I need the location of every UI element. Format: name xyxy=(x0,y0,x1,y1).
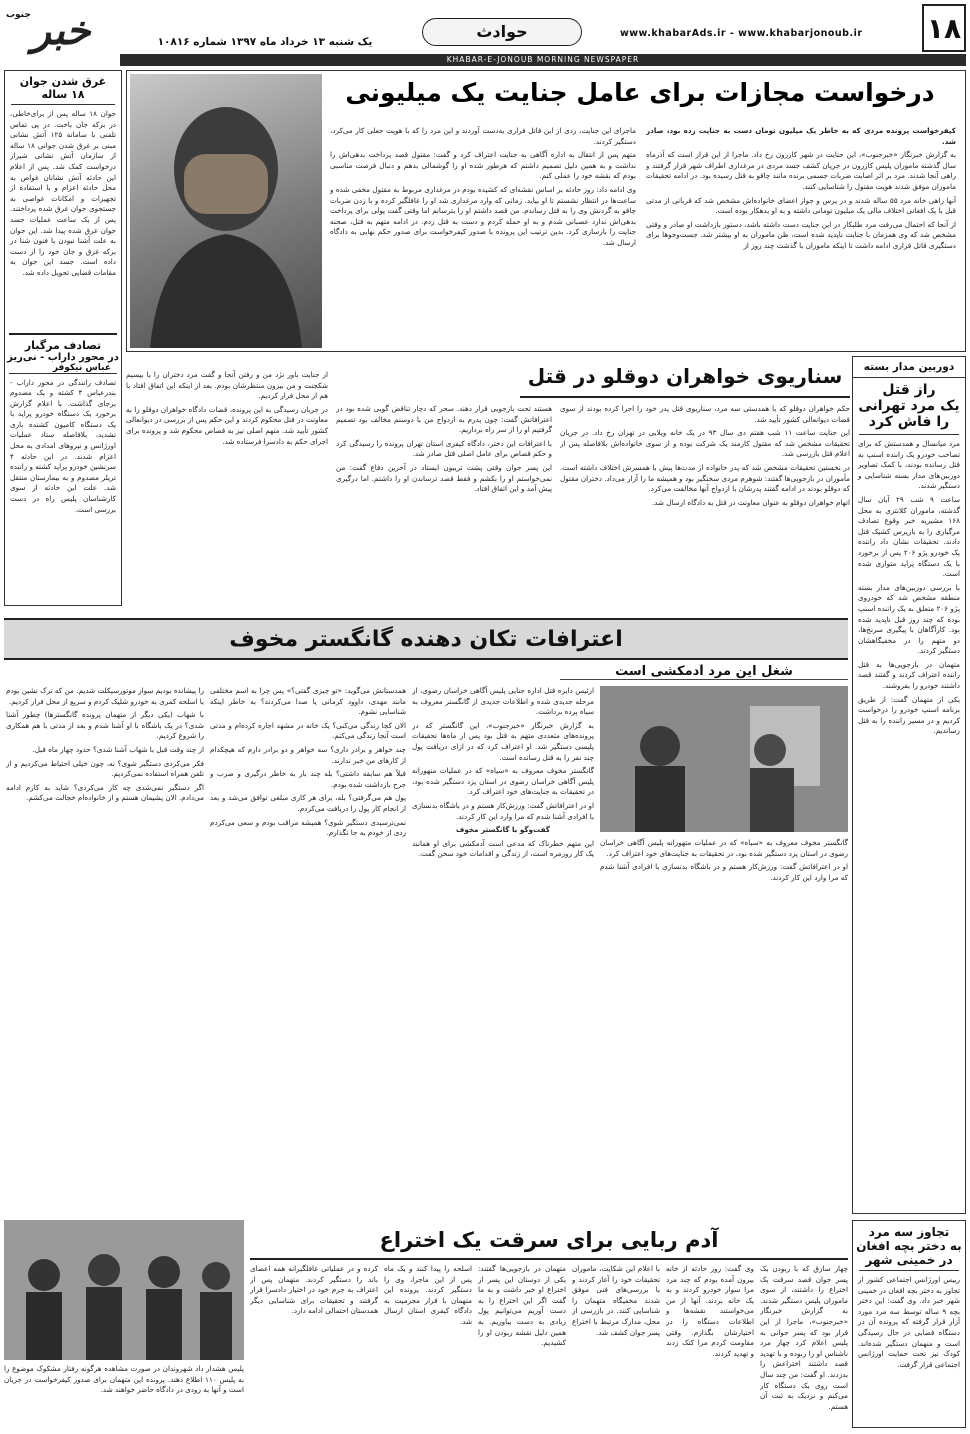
sisters-paragraph: حکم خواهران دوقلو که با همدستی سه مرد، سناریوی قتل پدر خود را اجرا کرده بودند از سوی قضات دیوانعالی کشور تأیید شد. xyxy=(560,404,850,424)
sisters-paragraph: از جنایت باور نژد من و رفتن آنجا و گفت مرد دختران را با بیسیم شکجنت و من بیرون منتظرشان بودم. بعد از اینکه این اتفاق افتاد با هم از محل فرار کردیم. xyxy=(126,370,328,401)
date-line: یک شنبه ۱۳ خرداد ماه ۱۳۹۷ شماره ۱۰۸۱۶ xyxy=(157,36,373,48)
cctv-paragraph: یکی از متهمان گفت: از طریق برنامه اسنپ خودرو را درخواست کردیم و در مسیر راننده را به قتل رساندیم. xyxy=(858,694,960,736)
banner-text: KHABAR-E-JONOUB MORNING NEWSPAPER xyxy=(446,55,640,64)
cctv-sidebar-box xyxy=(852,356,966,1214)
gang-qa: نمی‌ترسیدی دستگیر شوی؟ همیشه مراقب بودم و سعی می‌کردم ردی از خودم به جا نگذارم. xyxy=(210,817,406,838)
afghan-title-2: به دختر بچه افغان xyxy=(856,1239,962,1253)
gang-qa: فکر می‌کردی دستگیر شوی؟ نه، چون خیلی احتیاط می‌کردیم و از تلفن همراه استفاده نمی‌کردیم. xyxy=(6,758,204,779)
gang-qa: الان کجا زندگی می‌کنی؟ یک خانه در مشهد اجاره کرده‌ام و مدتی است آنجا زندگی می‌کنم. xyxy=(210,720,406,741)
gang-qa: همدستانش می‌گوید: «تو چیزی گفتی؟» پس چرا به اسم مختلفی مانند مهدی، داوود کرمانی یا صدا می‌کردند؟ به خاطر اینکه شناسایی نشوم. xyxy=(210,686,406,717)
logo-main: خبر xyxy=(31,7,91,54)
gang-headline: اعترافات تکان دهنده گانگستر مخوف xyxy=(229,627,623,652)
invention-col-3: با اعلام این شکایت، ماموران تحقیقات خود را آغاز کردند و با بررسی‌های فنی موفق شدند مخفیگاه متهمان را شناسایی کنند. در بازرسی از محل، مدارک مرتبط با اختراع پسر جوان کشف شد. xyxy=(572,1264,660,1337)
section-tab xyxy=(422,18,582,46)
afghan-child-box xyxy=(852,1220,966,1428)
cctv-title-2: راز قتل xyxy=(882,382,936,398)
header-band xyxy=(120,54,966,66)
drowning-body: جوان ۱۸ ساله پس از برای‌خاطی، در برکه جان باخت. در پی تماس تلفنی با سامانه ۱۲۵ آتش نشانی مبنی بر غرق شدن جوانی ۱۸ ساله از سازمان آتش نشانی شیراز درخواست کمک شد. پس از اعلام این حادثه آتش نشانان غواص به محل حادثه اعزام و با استفاده از تجهیزات و امکانات غواصی به جستجوی جوان غرق شده پرداختند. پس از یک ساعت عملیات جسد جوان غرق شده پیدا شد. این جوان به علت آشنا نبودن با فنون شنا در برکه غرق و جان خود را از دست داده است. جسد این جوان به مقامات قضایی تحویل داده شد. xyxy=(10,109,117,277)
gang-paragraph: گانگستر مخوف معروف به «سیاه» که در عملیات متهورانه پلیس آگاهی خراسان رضوی در استان یزد دستگیر شده بود، در تحقیقات به جنایت‌های خود اعتراف کرد. xyxy=(600,838,848,858)
cctv-paragraph: با بررسی دوربین‌های مدار بسته منطقه مشخص شد که خودروی پژو ۲۰۶ متعلق به یک راننده اسنپ بوده که چند روز قبل ناپدید شده بود. کارآگاهان با پیگیری سرنخ‌ها، دو متهم را در مخفیگاهشان دستگیر کردند. xyxy=(858,582,960,656)
lead-paragraph: به گزارش خبرنگار «خبرجنوب»، این جنایت در شهر کازرون رخ داد. ماجرا از این قرار است که آذرماه سال گذشته ماموران پلیس کازرون در جریان کشف جسد مردی در مرغداری اطراف شهر قرار گرفتند و راهی آنجا شدند. مرد بر اثر اصابت ضربات جسمی برنده مانند چاقو به قتل رسیده بود. در ادامه تحقیقات ماموران موفق شدند هویت مقتول را شناسایی کنند. xyxy=(646,150,956,191)
gang-qa: از چند وقت قبل با شهاب آشنا شدی؟ حدود چهار ماه قبل. xyxy=(32,744,204,754)
afghan-title-3: در خمینی شهر xyxy=(859,1253,959,1271)
afghan-body: رییس اورژانس اجتماعی کشور از تجاوز به دختر بچه افغان در خمینی شهر خبر داد. وی گفت: این دختر بچه ۹ ساله توسط سه مرد مورد آزار قرار گرفته که پرونده آن در دستگاه قضایی در حال رسیدگی است و متهمان دستگیر شده‌اند. کودک نیز تحت حمایت اورژانس اجتماعی قرار گرفت. xyxy=(858,1275,960,1369)
man-silhouette-image xyxy=(130,74,322,348)
invention-col-1: چهار سارق که با ربودن یک پسر جوان قصد سرقت یک اختراع را داشتند، از سوی ماموران پلیس دستگیر شدند. به گزارش خبرنگار «خبرجنوب»، ماجرا از این قرار بود که پسر جوانی به پلیس اعلام کرد چهار مرد ناشناس او را ربوده و با تهدید قصد داشتند اختراعش را بدزدند. او گفت: من چند سال است روی یک دستگاه کار می‌کنم و نزدیک به ثبت آن هستم. xyxy=(760,1264,848,1411)
gang-qa: قبلاً هم سابقه داشتی؟ بله چند بار به خاطر درگیری و ضرب و جرح بازداشت شده بودم. xyxy=(210,769,406,789)
lead-paragraph: وی ادامه داد: روز حادثه بر اساس نقشه‌ای که کشیده بودم در مرغداری مربوط به مقتول مخفی شده و ساعت‌ها در انتظار نشستم تا او بیاید. زمانی که وارد مرغداری شد او را غافلگیر کرده و با زدن ضربات چاقو به گردنش وی را به قتل رساندم. من قصد داشتم او را بترسانم اما وقتی گفت پولی برای پرداخت بدهی‌اش ندارد عصبانی شدم و به او حمله کردم و دست به قتل زدم. در ادامه متهم به قتل، صحنه جنایت را بازسازی کرد. بدین ترتیب این پرونده با صدور کیفرخواست برای صدور حکم نهایی به دادگاه ارسال شد. xyxy=(330,184,636,247)
website-urls: www.khabarAds.ir - www.khabarjonoub.ir xyxy=(620,28,863,39)
gang-paragraph: ارئیس دایره قتل اداره جنایی پلیس آگاهی خراسان رضوی، از مرحله جدیدی شده و اطلاعات جدیدی از گانگستر معروف به سیاه پرده برداشت. xyxy=(412,686,594,717)
gang-col-1b xyxy=(600,838,848,1210)
invention-col-2: وی گفت: روز حادثه از خانه بیرون آمده بودم که چند مرد مرا سوار خودرو کردند و به یک خانه بردند. آنها از من می‌خواستند نقشه‌ها و اطلاعات دستگاه را در اختیارشان بگذارم. وقتی مقاومت کردم مرا کتک زدند و تهدید کردند. xyxy=(666,1264,754,1358)
sisters-headline-box xyxy=(520,356,850,398)
gang-paragraph: گانگستر مخوف معروف به «سیاه» که در عملیات متهورانه پلیس آگاهی خراسان رضوی در استان یزد دستگیر شده بود، در تحقیقات به جنایت‌های خود اعتراف کرد. xyxy=(412,766,594,797)
sisters-paragraph: در جریان رسیدگی به این پرونده، قضات دادگاه خواهران دوقلو را به معاونت در قتل محکوم کردند و این حکم پس از بررسی در دیوانعالی کشور تأیید شد. متهم اصلی نیز به قصاص محکوم شد و پرونده برای اجرای حکم به دادسرا فرستاده شد. xyxy=(126,404,328,446)
accident-subtitle: در محور داراب - نی‌ریز xyxy=(7,351,119,363)
page-number-box xyxy=(922,4,966,52)
gang-photo-interrogation xyxy=(600,686,848,832)
logo-sub: جنوب xyxy=(6,10,31,20)
cctv-title-4: را فاش کرد xyxy=(859,414,959,435)
invention-col-7: پلیس هشدار داد شهروندان در صورت مشاهده هرگونه رفتار مشکوک موضوع را به پلیس ۱۱۰ اطلاع دهند. پرونده این متهمان برای صدور کیفرخواست در جریان است و آنها به زودی در دادگاه حاضر خواهند شد. xyxy=(4,1364,244,1395)
sidebar-divider xyxy=(9,333,117,335)
invention-col-6: کرده و در عملیاتی غافلگیرانه همه اعضای باند را دستگیر کردند. متهمان پس از اعتراف به جرم خود در اختیار دادسرا قرار گرفتند و تحقیقات برای شناسایی دیگر همدستان احتمالی ادامه دارد. xyxy=(250,1264,378,1316)
lead-paragraph: از آنجا که احتمال می‌رفت مرد طلبکار در این جنایت دست داشته باشد، دستور بازداشت او صادر و وقتی مشخص شد که وی همزمان با جنایت ناپدید شده است، ظن ماموران به او بیشتر شد. جست‌وجوها برای دستگیری قاتل فراری ادامه داشت تا اینکه ماموران با گذشت چند روز از xyxy=(646,219,956,250)
sisters-paragraph: این پسر جوان وقتی پشت تریبون ایستاد در آخرین دفاع گفت: من نمی‌خواستم او را بکشم و فقط قصد ترساندن او را داشتم. اما درگیری پیش آمد و این اتفاق افتاد. xyxy=(336,462,552,494)
invention-headline: آدم ربایی برای سرقت یک اختراع xyxy=(379,1228,719,1252)
gang-interview-heading: گفت‌وگو با گانگستر مخوف xyxy=(456,825,550,835)
sisters-paragraph: با اعترافات این دختر، دادگاه کیفری استان تهران پرونده را رسیدگی کرد و حکم قصاص برای عامل اصلی قتل صادر شد. xyxy=(336,438,552,459)
sisters-headline: سناریوی خواهران دوقلو در قتل xyxy=(527,364,843,388)
section-title: حوادث xyxy=(476,22,528,41)
sisters-col-2 xyxy=(336,404,552,614)
gang-headline-band xyxy=(4,618,848,660)
cctv-body xyxy=(853,439,965,737)
invention-photo-suspects xyxy=(4,1220,244,1360)
gang-col-3 xyxy=(6,686,204,1210)
cctv-title-1: دوربین مدار بسته xyxy=(853,357,965,378)
invention-col-5: اسلحه را پیدا کنند و یک ماه پس از این ماجرا، وی را دستگیر کردند. پرونده این متهمان با قرار مجرمیت به دادگاه کیفری استان ارسال شد. xyxy=(384,1264,472,1326)
accident-author: عباس نیکوفر xyxy=(9,363,117,374)
gang-paragraph: این متهم خطرناک که مدعی است آدمکشی برای او همانند یک کار روزمره است، از زندگی و اقدامات خود سخن گفت. xyxy=(412,838,594,859)
cctv-title-3: یک مرد تهرانی xyxy=(858,398,960,414)
lead-paragraph: متهم پس از انتقال به اداره آگاهی به جنایت اعتراف کرد و گفت: مقتول قصد پرداخت بدهی‌اش را نداشت و به همین دلیل تصمیم داشتم که هرطور شده او را گوشمالی بدهم و دنبال فرصت مناسبی بودم که نقشه خود را عملی کنم. xyxy=(330,150,636,181)
lead-paragraph: کیفرخواست پرونده مردی که به خاطر یک میلیون تومان دست به جنایت زده بود، صادر شد. xyxy=(646,126,956,146)
invention-headline-box xyxy=(250,1220,848,1260)
drowning-subtitle: ۱۸ ساله xyxy=(11,88,115,105)
cctv-paragraph: مرد میانسال و همدستش که برای تصاحب خودرو یک راننده اسنپ به قتل رسانده بودند، با کمک تصاویر دوربین‌های مدار بسته شناسایی و دستگیر شدند. xyxy=(858,439,960,491)
lead-col-2 xyxy=(330,126,636,348)
cctv-paragraph: متهمان در بازجویی‌ها به قتل راننده اعتراف کردند و گفتند قصد داشتند خودرو را بفروشند. xyxy=(858,659,960,691)
accident-title: تصادف مرگبار xyxy=(24,338,102,352)
gang-qa: چند خواهر و برادر داری؟ سه خواهر و دو برادر دارم که هیچکدام از کارهای من خبر ندارند. xyxy=(210,744,406,765)
gang-qa: پول هم می‌گرفتی؟ بله، برای هر کاری مبلغی توافق می‌شد و بعد از انجام کار پول را دریافت می‌کردم. xyxy=(210,793,406,813)
lead-photo-man-covering-face xyxy=(130,74,322,348)
gang-paragraph: به گزارش خبرنگار «خبرجنوب»، این گانگستر که در پرونده‌های متعددی متهم به قتل بود پس از ماه‌ها تحقیقات پلیسی دستگیر شد. او اعتراف کرد که در ازای دریافت پول چند نفر را به قتل رسانده است. xyxy=(412,720,594,762)
invention-col-4: متهمان در بازجویی‌ها گفتند: یکی از دوستان این پسر از اختراع او خبر داشت و به ما گفت اگر این اختراع را به دست آوریم می‌توانیم پول زیادی به دست بیاوریم. به همین دلیل نقشه ربودن او را کشیدیم. xyxy=(478,1264,566,1348)
lead-col-1 xyxy=(646,126,956,348)
gang-col-2 xyxy=(210,686,406,1210)
drowning-box xyxy=(4,70,122,606)
gang-paragraph: او در اعترافاتش گفت: ورزش‌کار هستم و در باشگاه بدنسازی با افرادی آشنا شدم که مرا وارد این کار کردند. xyxy=(412,800,594,821)
gang-qa: را پیشانده بودیم سوار موتورسیکلت شدیم. من که ترک نشین بودم با اسلحه کمری به خودرو شلیک کردم و سریع از محل فرار کردیم. xyxy=(6,686,204,706)
gang-subheadline: شغل این مرد آدمکشی است xyxy=(560,664,848,680)
lead-paragraph: ماجرای این جنایت، ردی از این قاتل فراری به‌دست آوردند و این مرد را که با هویت جعلی کار می‌کرد، دستگیر کردند. xyxy=(330,126,636,146)
sisters-paragraph: در نخستین تحقیقات مشخص شد که پدر خانواده از مدت‌ها پیش با همسرش اختلاف داشته است. مأموران در بازجویی‌ها گفتند: شوهرم مردی سختگیر بود و همیشه ما را آزار می‌داد. دختران مقتول که دوقلو بودند در ادامه گفتند پدرشان با ازدواج آنها مخالفت می‌کرد. xyxy=(560,462,850,494)
gang-qa: با شهاب (یکی دیگر از متهمان پرونده گانگسترها) چطور آشنا شدی؟ در یک باشگاه با او آشنا شدم و بعد از مدتی با هم همکاری را شروع کردیم. xyxy=(6,710,204,741)
sisters-paragraph: اتهام خواهران دوقلو به عنوان معاونت در قتل به دادگاه ارسال شد. xyxy=(651,497,850,507)
gang-qa: اگر دستگیر نمی‌شدی چه کار می‌کردی؟ شاید به کارم ادامه می‌دادم. الان پشیمان هستم و از خانواده‌ام خجالت می‌کشم. xyxy=(6,782,204,803)
suspects-image xyxy=(4,1220,244,1360)
cctv-paragraph: ساعت ۹ شب ۲۹ آبان سال گذشته، ماموران کلانتری به محل ۱۶۸ مشیریه خبر وقوع تصادف مرگباری را به بازپرس کشیک قتل دادند. تحقیقات نشان داد راننده یک خودرو پژو ۲۰۶ پس از برخورد با یک دستگاه پراید متواری شده است. xyxy=(858,494,960,579)
gang-col-1 xyxy=(412,686,594,1210)
gang-paragraph: او در اعترافاتش گفت: ورزش‌کار هستم و در باشگاه بدنسازی با افرادی آشنا شدم که مرا وارد این کار کردند. xyxy=(600,862,848,882)
sisters-paragraph: هستند تحت بازجویی قرار دهند. سحر که دچار تناقض گویی شده بود در اعترافاتش گفت: چون پدرم به ازدواج من با دوستم مخالف بود تصمیم گرفتیم او را از سر راه برداریم. xyxy=(336,404,552,435)
lead-paragraph: آنها راهی خانه مرد ۵۵ ساله شدند و در پرس و جواز اعضای خانواده‌اش مشخص شد که قربانی از مدتی قبل با یک افغانی اختلاف مالی یک میلیون تومانی داشته و به او بدهکار بوده است. xyxy=(646,195,956,216)
logo xyxy=(6,6,116,58)
drowning-title: غرق شدن جوان xyxy=(19,75,107,88)
lead-headline: درخواست مجازات برای عامل جنایت یک میلیونی xyxy=(345,78,935,107)
sisters-paragraph: این جنایت ساعت ۱۱ شب هفتم دی سال ۹۳ در یک خانه ویلایی در تهران رخ داد. در جریان تحقیقات مشخص شد که مقتول کارمند یک شرکت بوده و از سوی خانواده‌اش بلافاصله پس از اعلام قتل بازرسی شد. xyxy=(560,428,850,459)
page-number: ۱۸ xyxy=(926,12,962,45)
sisters-col-1 xyxy=(560,404,850,614)
sisters-col-3 xyxy=(126,370,328,614)
afghan-title-1: تجاوز سه مرد xyxy=(868,1225,950,1239)
interrogation-scene-image xyxy=(600,686,848,832)
accident-body: تصادف رانندگی در محور داراب - بندرعباس ۴ کشته و یک مصدوم برجای گذاشت. با اعلام گزارش برخورد یک دستگاه خودرو پراید با یک دستگاه کامیون کشنده باری تشدید، بلافاصله ستاد عملیات اورژانس و نیروهای امدادی به محل اعزام شدند. در این حادثه ۴ سرنشین خودرو پراید کشته و راننده تریلر مصدوم و به بیمارستان منتقل شد. علت این حادثه از سوی کارشناسان پلیس راه در دست بررسی است. xyxy=(9,377,116,514)
